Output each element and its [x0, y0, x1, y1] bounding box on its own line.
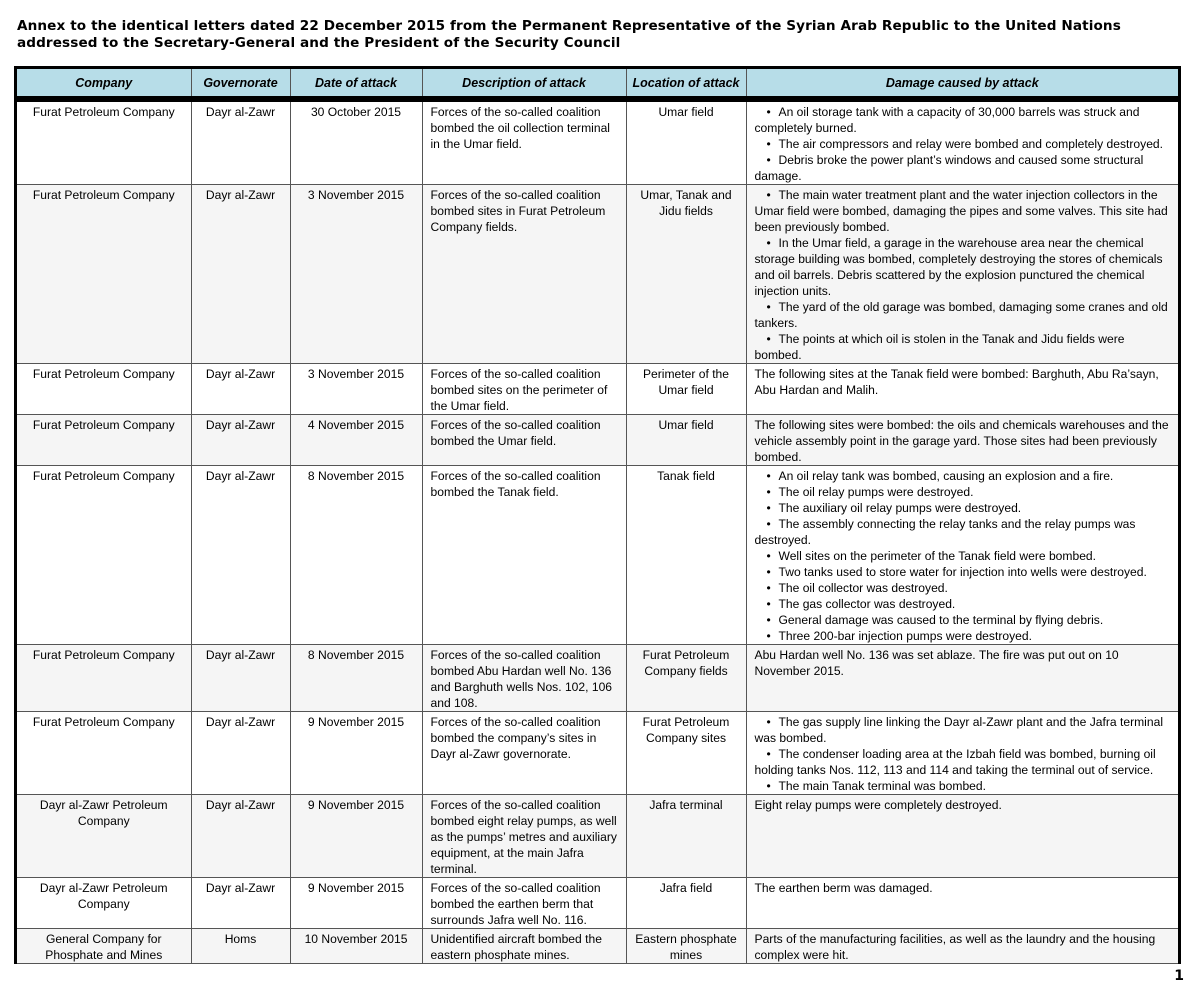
damage-text: The following sites at the Tanak field were bombed: Barghuth, Abu Ra’sayn, Abu Hardan and Malih.: [754, 367, 1159, 397]
column-header-date: Date of attack: [290, 69, 422, 99]
cell-location: Furat Petroleum Company sites: [626, 712, 746, 795]
cell-governorate: Dayr al-Zawr: [191, 795, 290, 878]
cell-governorate: Dayr al-Zawr: [191, 415, 290, 466]
cell-location: Umar, Tanak and Jidu fields: [626, 185, 746, 364]
damage-bullet-item: • The assembly connecting the relay tanks and the relay pumps was destroyed.: [755, 516, 1171, 548]
cell-location: Eastern phosphate mines: [626, 929, 746, 964]
cell-location: Tanak field: [626, 466, 746, 645]
cell-damage: [746, 364, 1178, 415]
cell-date: 9 November 2015: [290, 712, 422, 795]
table-body: [17, 99, 1178, 964]
column-header-location: Location of attack: [626, 69, 746, 99]
damage-bullet-item: • An oil relay tank was bombed, causing an explosion and a fire.: [755, 468, 1171, 484]
damage-bullet-item: • The main Tanak terminal was bombed.: [755, 778, 1171, 794]
cell-location: Jafra field: [626, 878, 746, 929]
cell-description: Forces of the so-called coalition bombed sites on the perimeter of the Umar field.: [422, 364, 626, 415]
damage-text: The earthen berm was damaged.: [754, 881, 933, 895]
damage-bullet-item: • An oil storage tank with a capacity of 30,000 barrels was struck and completely burned.: [755, 104, 1171, 136]
cell-location: Umar field: [626, 99, 746, 185]
damage-bullet-item: • Debris broke the power plant’s windows and caused some structural damage.: [755, 152, 1171, 184]
cell-damage: [746, 929, 1178, 964]
damage-bullet-item: • Well sites on the perimeter of the Tanak field were bombed.: [755, 548, 1171, 564]
cell-company: Furat Petroleum Company: [17, 645, 191, 712]
cell-date: 9 November 2015: [290, 795, 422, 878]
cell-location: Jafra terminal: [626, 795, 746, 878]
table-row: [17, 415, 1178, 466]
cell-governorate: Dayr al-Zawr: [191, 364, 290, 415]
damage-bullet-item: • The points at which oil is stolen in the Tanak and Jidu fields were bombed.: [755, 331, 1171, 363]
cell-company: Furat Petroleum Company: [17, 712, 191, 795]
cell-damage: [746, 466, 1178, 645]
table-header-row: [17, 69, 1178, 99]
damage-bullet-item: • The oil relay pumps were destroyed.: [755, 484, 1171, 500]
damage-bullet-item: • The gas collector was destroyed.: [755, 596, 1171, 612]
damage-text: Parts of the manufacturing facilities, as well as the laundry and the housing complex were hit.: [754, 932, 1156, 962]
cell-description: Forces of the so-called coalition bombed Abu Hardan well No. 136 and Barghuth wells Nos. 102, 106 and 108.: [422, 645, 626, 712]
cell-date: 4 November 2015: [290, 415, 422, 466]
column-header-description: Description of attack: [422, 69, 626, 99]
attacks-table: [17, 69, 1178, 964]
table-row: [17, 929, 1178, 964]
attacks-table-container: [14, 66, 1181, 964]
table-row: [17, 185, 1178, 364]
cell-damage: [746, 712, 1178, 795]
cell-location: Furat Petroleum Company fields: [626, 645, 746, 712]
document-title: Annex to the identical letters dated 22 December 2015 from the Permanent Representative of the Syrian Arab Republic to the United Nations addressed to the Secretary-General and the President of the Security Council: [17, 18, 1121, 51]
table-row: [17, 364, 1178, 415]
column-header-company: Company: [17, 69, 191, 99]
damage-bullet-item: • The oil collector was destroyed.: [755, 580, 1171, 596]
cell-date: 30 October 2015: [290, 99, 422, 185]
damage-bullet-item: • General damage was caused to the terminal by flying debris.: [755, 612, 1171, 628]
damage-bullet-item: • Three 200-bar injection pumps were destroyed.: [755, 628, 1171, 644]
cell-damage: [746, 878, 1178, 929]
table-row: [17, 645, 1178, 712]
cell-company: Dayr al-Zawr Petroleum Company: [17, 795, 191, 878]
cell-description: Unidentified aircraft bombed the eastern phosphate mines.: [422, 929, 626, 964]
cell-governorate: Dayr al-Zawr: [191, 645, 290, 712]
table-row: [17, 466, 1178, 645]
cell-damage: [746, 645, 1178, 712]
cell-description: Forces of the so-called coalition bombed the Tanak field.: [422, 466, 626, 645]
cell-date: 8 November 2015: [290, 645, 422, 712]
cell-description: Forces of the so-called coalition bombed the oil collection terminal in the Umar field.: [422, 99, 626, 185]
column-header-governorate: Governorate: [191, 69, 290, 99]
damage-bullet-item: • The gas supply line linking the Dayr al-Zawr plant and the Jafra terminal was bombed.: [755, 714, 1171, 746]
cell-date: 3 November 2015: [290, 185, 422, 364]
damage-bullet-item: • Two tanks used to store water for injection into wells were destroyed.: [755, 564, 1171, 580]
damage-bullet-item: • The air compressors and relay were bombed and completely destroyed.: [755, 136, 1171, 152]
cell-location: Umar field: [626, 415, 746, 466]
table-row: [17, 878, 1178, 929]
cell-company: Furat Petroleum Company: [17, 466, 191, 645]
cell-governorate: Homs: [191, 929, 290, 964]
cell-governorate: Dayr al-Zawr: [191, 185, 290, 364]
cell-company: Furat Petroleum Company: [17, 99, 191, 185]
damage-bullet-item: • The main water treatment plant and the water injection collectors in the Umar field were bombed, damaging the pipes and some valves. This site had been previously bombed.: [755, 187, 1171, 235]
cell-company: Furat Petroleum Company: [17, 185, 191, 364]
cell-governorate: Dayr al-Zawr: [191, 99, 290, 185]
cell-damage: [746, 415, 1178, 466]
cell-damage: [746, 795, 1178, 878]
cell-description: Forces of the so-called coalition bombed the company’s sites in Dayr al-Zawr governorate.: [422, 712, 626, 795]
cell-description: Forces of the so-called coalition bombed sites in Furat Petroleum Company fields.: [422, 185, 626, 364]
table-row: [17, 99, 1178, 185]
cell-date: 9 November 2015: [290, 878, 422, 929]
cell-company: General Company for Phosphate and Mines: [17, 929, 191, 964]
cell-damage: [746, 185, 1178, 364]
damage-text: Eight relay pumps were completely destroyed.: [754, 798, 1002, 812]
table-row: [17, 712, 1178, 795]
cell-company: Furat Petroleum Company: [17, 415, 191, 466]
page-number: 1: [1174, 968, 1184, 984]
damage-text: The following sites were bombed: the oils and chemicals warehouses and the vehicle assembly point in the garage yard. Those sites had been previously bombed.: [754, 418, 1169, 464]
cell-date: 8 November 2015: [290, 466, 422, 645]
cell-date: 3 November 2015: [290, 364, 422, 415]
column-header-damage: Damage caused by attack: [746, 69, 1178, 99]
cell-description: Forces of the so-called coalition bombed eight relay pumps, as well as the pumps’ metres and auxiliary equipment, at the main Jafra terminal.: [422, 795, 626, 878]
damage-bullet-item: • In the Umar field, a garage in the warehouse area near the chemical storage building was bombed, completely destroying the stores of chemicals and oil barrels. Debris scattered by the explosion punctured the chemical injection units.: [755, 235, 1171, 299]
cell-location: Perimeter of the Umar field: [626, 364, 746, 415]
cell-company: Dayr al-Zawr Petroleum Company: [17, 878, 191, 929]
cell-governorate: Dayr al-Zawr: [191, 712, 290, 795]
damage-bullet-item: • The condenser loading area at the Izbah field was bombed, burning oil holding tanks Nos. 112, 113 and 114 and taking the terminal out of service.: [755, 746, 1171, 778]
cell-damage: [746, 99, 1178, 185]
cell-governorate: Dayr al-Zawr: [191, 466, 290, 645]
cell-company: Furat Petroleum Company: [17, 364, 191, 415]
damage-bullet-item: • The yard of the old garage was bombed, damaging some cranes and old tankers.: [755, 299, 1171, 331]
damage-text: Abu Hardan well No. 136 was set ablaze. The fire was put out on 10 November 2015.: [754, 648, 1119, 678]
cell-description: Forces of the so-called coalition bombed the Umar field.: [422, 415, 626, 466]
cell-description: Forces of the so-called coalition bombed the earthen berm that surrounds Jafra well No. 116.: [422, 878, 626, 929]
cell-governorate: Dayr al-Zawr: [191, 878, 290, 929]
table-row: [17, 795, 1178, 878]
damage-bullet-item: • The auxiliary oil relay pumps were destroyed.: [755, 500, 1171, 516]
cell-date: 10 November 2015: [290, 929, 422, 964]
